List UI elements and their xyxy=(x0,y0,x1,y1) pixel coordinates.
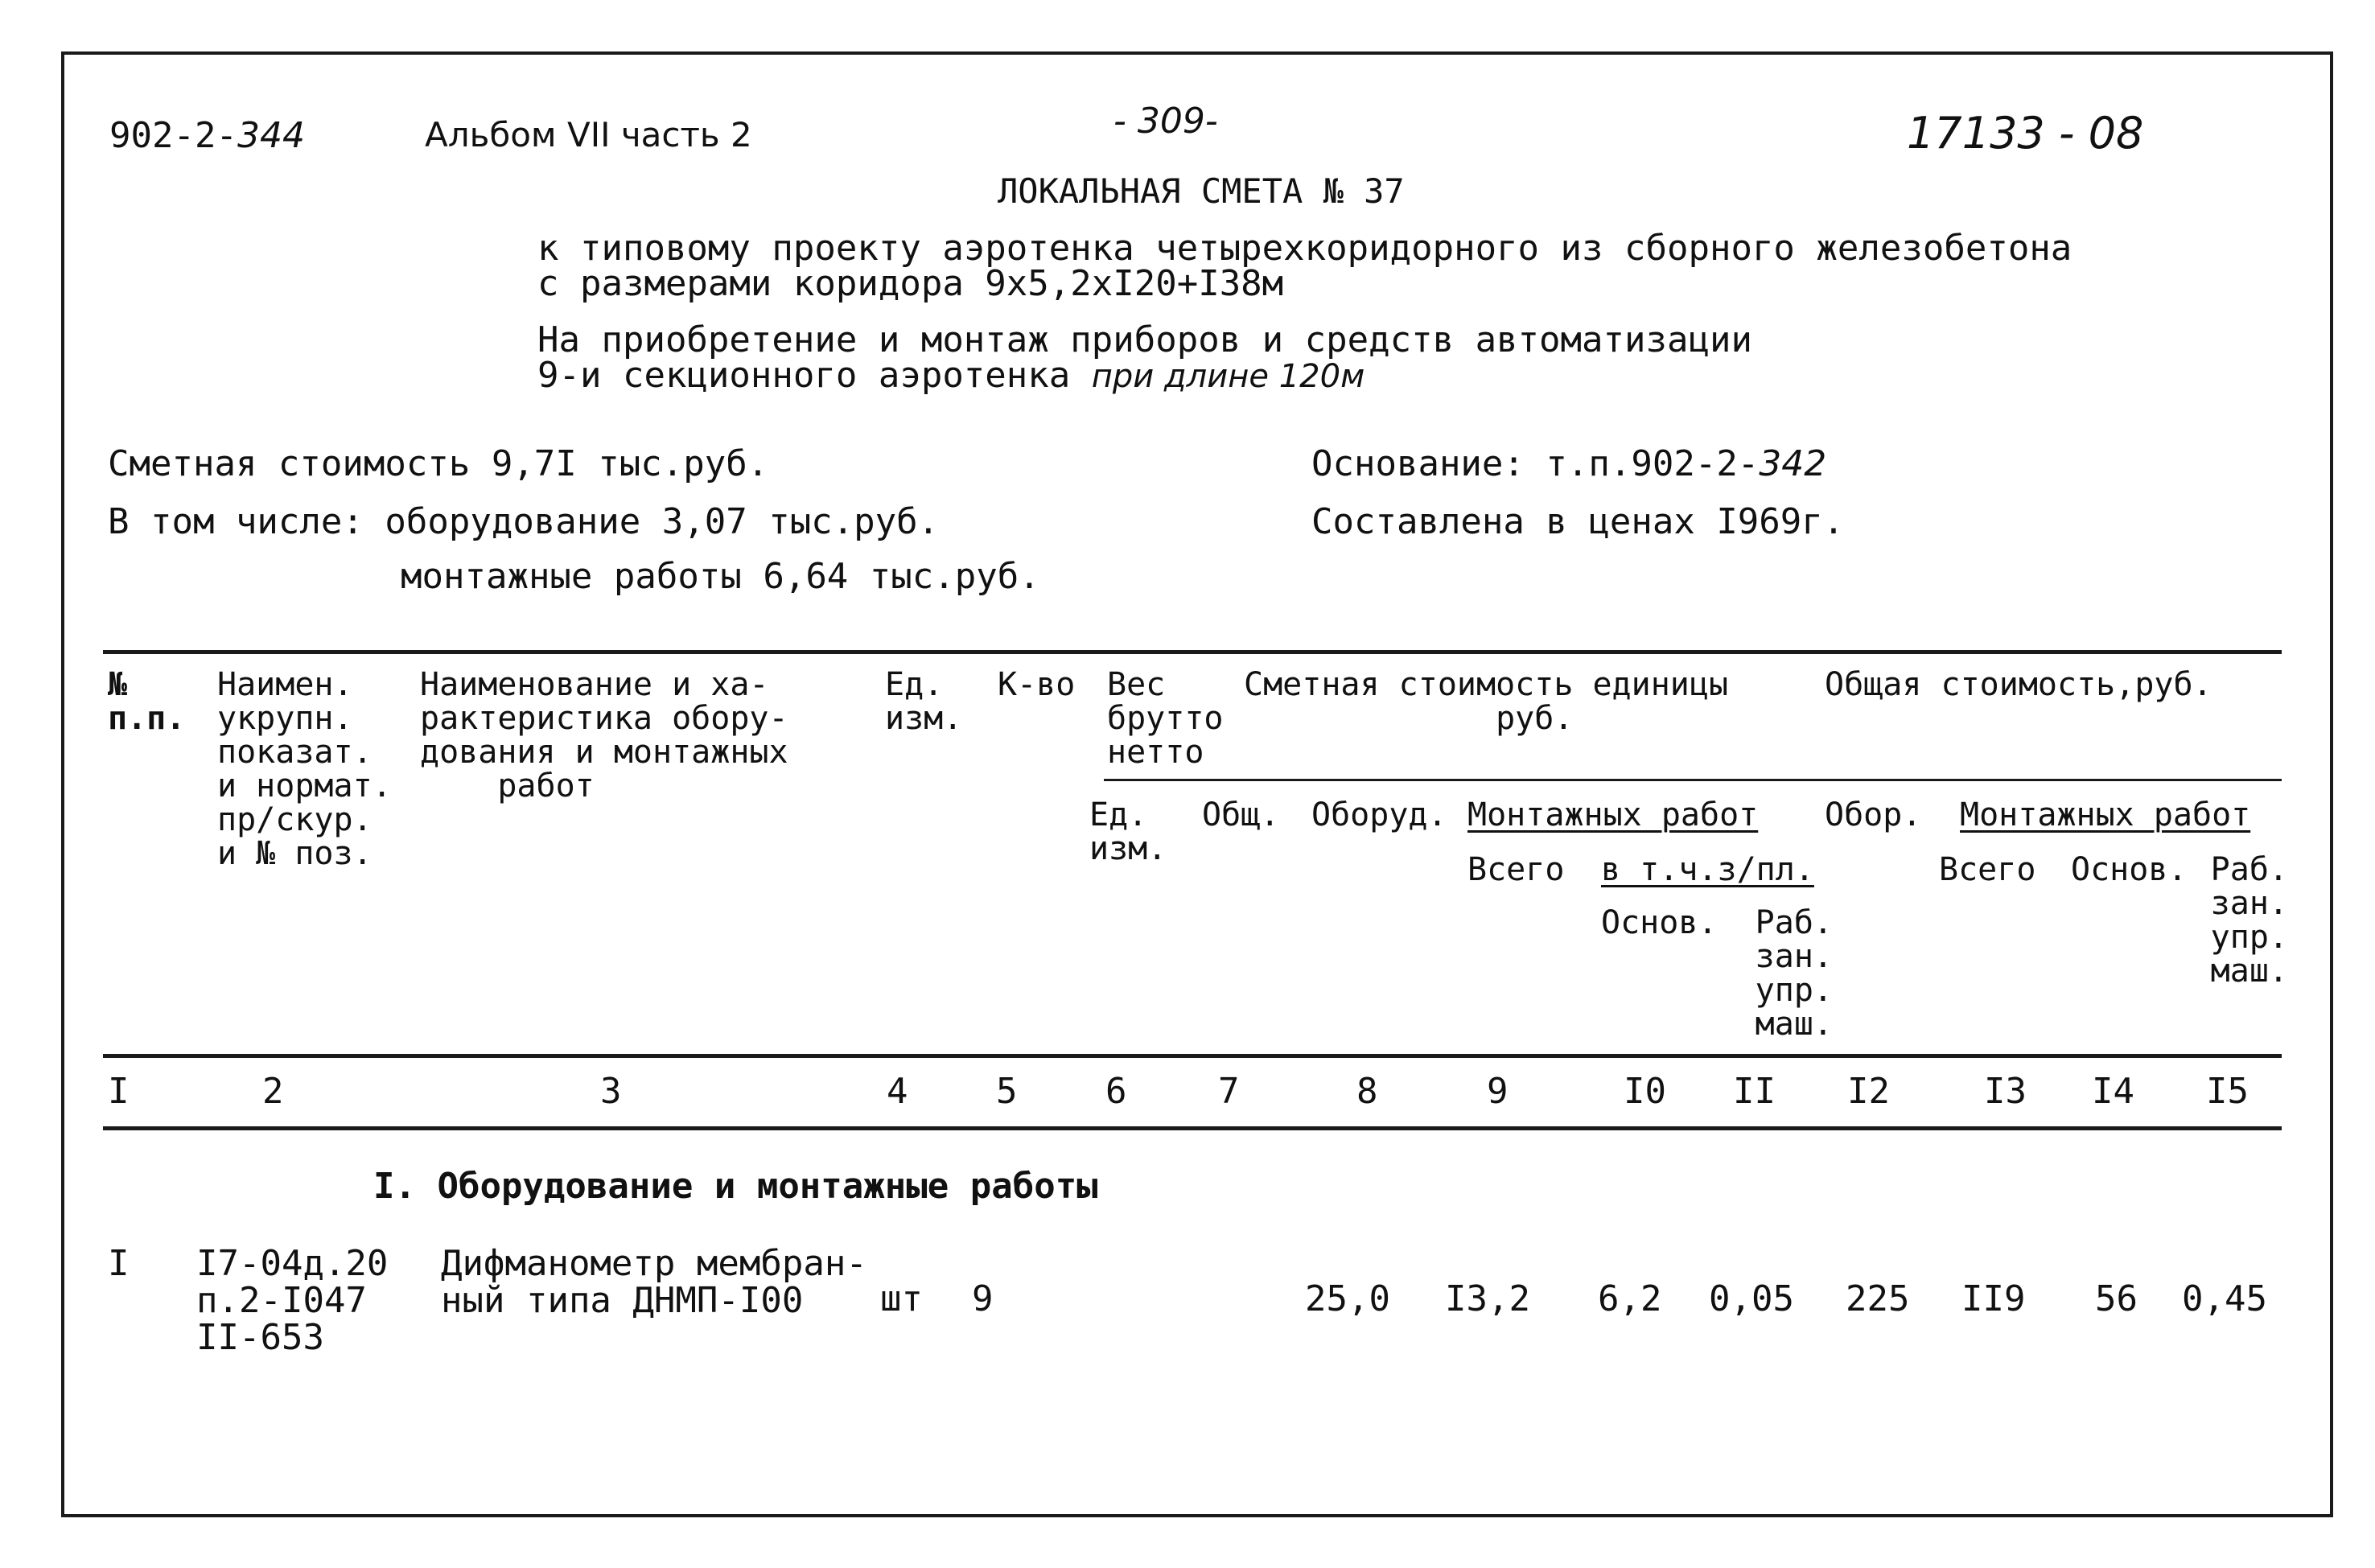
col-header-install-total-2: Всего xyxy=(1939,851,2036,888)
col-header-equipment: Оборуд. xyxy=(1311,796,1447,833)
col-header-qty: К-во xyxy=(998,666,1076,703)
col-number: I2 xyxy=(1847,1071,1890,1112)
row-inst-unit-total: I3,2 xyxy=(1445,1278,1530,1319)
row-inst-unit-main: 6,2 xyxy=(1598,1278,1662,1319)
col-header-code: Наимен. укрупн. показат. и нормат. пр/скур. и № поз. xyxy=(217,666,392,872)
stamp-number: 17133 - 08 xyxy=(1907,108,2144,158)
doc-code: 902-2-344 xyxy=(109,115,305,156)
col-number: 3 xyxy=(600,1071,622,1112)
header-mid-rule xyxy=(1104,779,2282,781)
doc-title: ЛОКАЛЬНАЯ СМЕТА № 37 xyxy=(998,171,1405,211)
col-number: II xyxy=(1733,1071,1776,1112)
col-header-machines: Раб. зан. упр. маш. xyxy=(1755,904,1833,1043)
col-header-equipment-total: Обор. xyxy=(1825,796,1922,833)
col-header-install-works: Монтажных работ xyxy=(1467,796,1759,833)
estimated-cost: Сметная стоимость 9,7I тыс.руб. xyxy=(108,443,769,484)
subtitle-line-1: к типовому проекту аэротенка четырехкоридорного из сборного железобетона xyxy=(537,228,2072,269)
col-header-install-works-total: Монтажных работ xyxy=(1960,796,2251,833)
row-inst-unit-mach: 0,05 xyxy=(1709,1278,1794,1319)
row-number: I xyxy=(108,1243,130,1284)
col-header-total-weight: Общ. xyxy=(1202,796,1280,833)
row-qty: 9 xyxy=(972,1278,994,1319)
col-number: I3 xyxy=(1984,1071,2027,1112)
col-number: I5 xyxy=(2206,1071,2249,1112)
row-equip-total: 225 xyxy=(1846,1278,1910,1319)
col-header-main-2: Основ. xyxy=(2071,851,2188,888)
col-header-name: Наименование и ха- рактеристика обору- дования и монтажных работ xyxy=(420,666,788,805)
col-header-total-cost: Общая стоимость,руб. xyxy=(1825,666,2212,703)
page-number: - 309- xyxy=(1113,101,1218,142)
header-bottom-rule xyxy=(103,1054,2282,1058)
col-header-unit: Ед. изм. xyxy=(885,666,963,737)
col-number: I xyxy=(108,1071,130,1112)
row-unit: шт xyxy=(880,1278,923,1319)
subtitle-line-2: с размерами коридора 9х5,2хI20+I38м xyxy=(537,263,1284,304)
col-header-weight: Вес брутто нетто xyxy=(1107,666,1224,771)
col-header-machines-2: Раб. зан. упр. маш. xyxy=(2210,851,2288,990)
col-number: I0 xyxy=(1624,1071,1666,1112)
col-number: 9 xyxy=(1487,1071,1509,1112)
row-code: I7-04д.20 п.2-I047 II-653 xyxy=(196,1243,389,1359)
basis: Основание: т.п.902-2-342 xyxy=(1311,443,1827,484)
row-inst-total-mach: 0,45 xyxy=(2182,1278,2267,1319)
row-inst-total: II9 xyxy=(1961,1278,2026,1319)
col-number: 2 xyxy=(262,1071,284,1112)
installation-works-cost: монтажные работы 6,64 тыс.руб. xyxy=(401,556,1040,597)
purpose-line-2: 9-и секционного аэротенка при длине 120м xyxy=(537,355,1365,396)
col-number: 4 xyxy=(887,1071,908,1112)
col-header-incl-salary: в т.ч.з/пл. xyxy=(1601,851,1814,888)
row-inst-total-main: 56 xyxy=(2095,1278,2138,1319)
table-top-rule xyxy=(103,650,2282,654)
price-year: Составлена в ценах I969г. xyxy=(1311,501,1845,542)
col-number: 6 xyxy=(1105,1071,1127,1112)
col-header-main: Основ. xyxy=(1601,904,1718,941)
section-title: I. Оборудование и монтажные работы xyxy=(373,1166,1098,1207)
purpose-line-1: На приобретение и монтаж приборов и средств автоматизации xyxy=(537,319,1752,360)
col-number: 7 xyxy=(1218,1071,1240,1112)
including-equipment: В том числе: оборудование 3,07 тыс.руб. xyxy=(108,501,940,542)
row-name: Дифманометр мембран- ный типа ДНМП-I00 xyxy=(441,1243,867,1322)
col-number: 5 xyxy=(996,1071,1018,1112)
col-number: I4 xyxy=(2092,1071,2134,1112)
col-header-weight-unit: Ед. изм. xyxy=(1089,796,1167,867)
col-header-num: № п.п. xyxy=(108,666,186,737)
col-header-unit-cost: Сметная стоимость единицы руб. xyxy=(1244,666,1729,737)
album-label: Альбом VII часть 2 xyxy=(425,115,752,154)
col-number: 8 xyxy=(1356,1071,1378,1112)
col-header-install-total: Всего xyxy=(1467,851,1565,888)
colnum-bottom-rule xyxy=(103,1126,2282,1130)
row-equip-unit: 25,0 xyxy=(1305,1278,1390,1319)
